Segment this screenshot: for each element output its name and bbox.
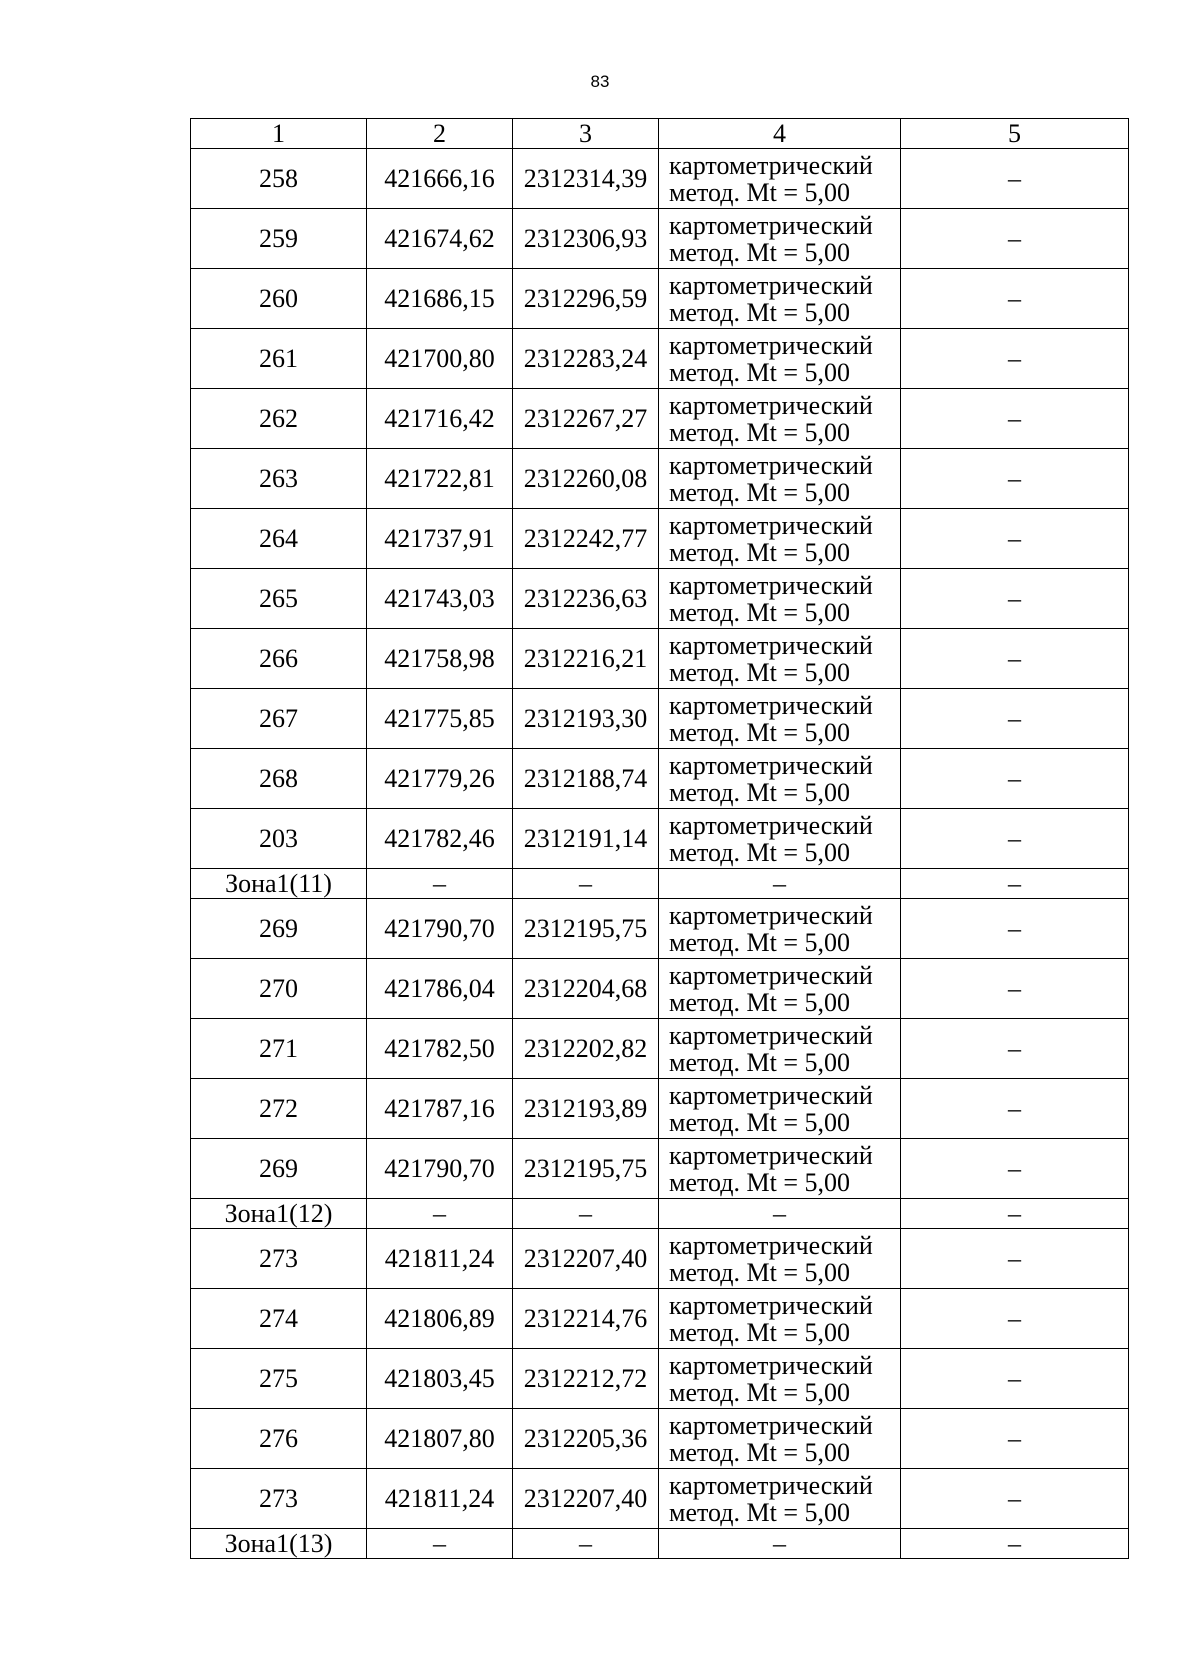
x-coordinate-cell: 421782,46	[367, 809, 513, 869]
note-cell: –	[901, 689, 1129, 749]
note-cell: –	[901, 1229, 1129, 1289]
method-line-2: метод. Mt = 5,00	[669, 177, 850, 207]
point-number-cell: Зона1(13)	[191, 1529, 367, 1559]
method-line-2: метод. Mt = 5,00	[669, 1377, 850, 1407]
note-cell: –	[901, 959, 1129, 1019]
method-line-1: картометрический	[669, 510, 873, 540]
method-cell	[659, 269, 901, 329]
y-coordinate-cell: 2312193,89	[513, 1079, 659, 1139]
y-coordinate-cell: 2312236,63	[513, 569, 659, 629]
note-cell: –	[901, 389, 1129, 449]
y-coordinate-cell: –	[513, 1199, 659, 1229]
table-row	[191, 1019, 1129, 1079]
point-number-cell: 271	[191, 1019, 367, 1079]
method-line-2: метод. Mt = 5,00	[669, 297, 850, 327]
method-cell	[659, 389, 901, 449]
table-row	[191, 1469, 1129, 1529]
y-coordinate-cell: 2312267,27	[513, 389, 659, 449]
method-cell	[659, 209, 901, 269]
point-number-cell: 275	[191, 1349, 367, 1409]
table-row	[191, 389, 1129, 449]
table-row	[191, 1349, 1129, 1409]
method-line-1: картометрический	[669, 900, 873, 930]
point-number-cell: 258	[191, 149, 367, 209]
method-line-1: картометрический	[669, 570, 873, 600]
x-coordinate-cell: 421782,50	[367, 1019, 513, 1079]
note-cell: –	[901, 509, 1129, 569]
note-cell: –	[901, 1289, 1129, 1349]
table-row	[191, 1079, 1129, 1139]
y-coordinate-cell: 2312204,68	[513, 959, 659, 1019]
x-coordinate-cell: 421811,24	[367, 1229, 513, 1289]
note-cell: –	[901, 209, 1129, 269]
method-line-2: метод. Mt = 5,00	[669, 1167, 850, 1197]
note-cell: –	[901, 1139, 1129, 1199]
x-coordinate-cell: 421722,81	[367, 449, 513, 509]
method-cell	[659, 1469, 901, 1529]
method-cell: –	[659, 1529, 901, 1559]
y-coordinate-cell: 2312207,40	[513, 1469, 659, 1529]
table-row	[191, 809, 1129, 869]
point-number-cell: 262	[191, 389, 367, 449]
method-line-1: картометрический	[669, 1020, 873, 1050]
note-cell: –	[901, 1019, 1129, 1079]
method-line-2: метод. Mt = 5,00	[669, 1437, 850, 1467]
table-body	[191, 149, 1129, 1559]
x-coordinate-cell: 421786,04	[367, 959, 513, 1019]
method-cell	[659, 329, 901, 389]
method-line-2: метод. Mt = 5,00	[669, 237, 850, 267]
y-coordinate-cell: 2312191,14	[513, 809, 659, 869]
table-row	[191, 899, 1129, 959]
x-coordinate-cell: 421779,26	[367, 749, 513, 809]
point-number-cell: 267	[191, 689, 367, 749]
note-cell: –	[901, 569, 1129, 629]
x-coordinate-cell: 421787,16	[367, 1079, 513, 1139]
method-cell	[659, 509, 901, 569]
header-col-5: 5	[901, 119, 1129, 149]
x-coordinate-cell: 421811,24	[367, 1469, 513, 1529]
method-line-1: картометрический	[669, 1230, 873, 1260]
method-line-2: метод. Mt = 5,00	[669, 1047, 850, 1077]
method-cell	[659, 1349, 901, 1409]
method-line-1: картометрический	[669, 1290, 873, 1320]
point-number-cell: 203	[191, 809, 367, 869]
method-cell	[659, 1019, 901, 1079]
y-coordinate-cell: 2312296,59	[513, 269, 659, 329]
x-coordinate-cell: –	[367, 869, 513, 899]
x-coordinate-cell: 421716,42	[367, 389, 513, 449]
method-cell	[659, 1139, 901, 1199]
method-line-1: картометрический	[669, 1080, 873, 1110]
method-line-1: картометрический	[669, 270, 873, 300]
method-line-2: метод. Mt = 5,00	[669, 1257, 850, 1287]
point-number-cell: 274	[191, 1289, 367, 1349]
point-number-cell: 269	[191, 899, 367, 959]
header-col-3: 3	[513, 119, 659, 149]
coordinates-table	[190, 118, 1129, 1559]
x-coordinate-cell: –	[367, 1529, 513, 1559]
point-number-cell: 276	[191, 1409, 367, 1469]
method-cell	[659, 1409, 901, 1469]
note-cell: –	[901, 1079, 1129, 1139]
method-line-2: метод. Mt = 5,00	[669, 717, 850, 747]
y-coordinate-cell: 2312306,93	[513, 209, 659, 269]
y-coordinate-cell: 2312205,36	[513, 1409, 659, 1469]
method-line-2: метод. Mt = 5,00	[669, 1497, 850, 1527]
method-cell	[659, 569, 901, 629]
method-line-1: картометрический	[669, 390, 873, 420]
x-coordinate-cell: 421790,70	[367, 899, 513, 959]
x-coordinate-cell: 421758,98	[367, 629, 513, 689]
point-number-cell: 273	[191, 1469, 367, 1529]
y-coordinate-cell: 2312283,24	[513, 329, 659, 389]
table-row	[191, 749, 1129, 809]
point-number-cell: Зона1(12)	[191, 1199, 367, 1229]
y-coordinate-cell: 2312214,76	[513, 1289, 659, 1349]
point-number-cell: 259	[191, 209, 367, 269]
x-coordinate-cell: 421686,15	[367, 269, 513, 329]
method-line-1: картометрический	[669, 630, 873, 660]
point-number-cell: 260	[191, 269, 367, 329]
method-line-2: метод. Mt = 5,00	[669, 987, 850, 1017]
point-number-cell: 269	[191, 1139, 367, 1199]
method-line-1: картометрический	[669, 750, 873, 780]
x-coordinate-cell: 421803,45	[367, 1349, 513, 1409]
table-row	[191, 1139, 1129, 1199]
method-line-1: картометрический	[669, 810, 873, 840]
note-cell: –	[901, 1469, 1129, 1529]
table-row	[191, 509, 1129, 569]
point-number-cell: 261	[191, 329, 367, 389]
note-cell: –	[901, 1529, 1129, 1559]
y-coordinate-cell: –	[513, 869, 659, 899]
method-cell: –	[659, 1199, 901, 1229]
header-col-4: 4	[659, 119, 901, 149]
x-coordinate-cell: –	[367, 1199, 513, 1229]
note-cell: –	[901, 1349, 1129, 1409]
method-cell	[659, 809, 901, 869]
point-number-cell: Зона1(11)	[191, 869, 367, 899]
table-row	[191, 269, 1129, 329]
note-cell: –	[901, 449, 1129, 509]
zone-row	[191, 1529, 1129, 1559]
table-row	[191, 689, 1129, 749]
table-row	[191, 959, 1129, 1019]
method-line-1: картометрический	[669, 690, 873, 720]
table-row	[191, 569, 1129, 629]
x-coordinate-cell: 421806,89	[367, 1289, 513, 1349]
zone-row	[191, 1199, 1129, 1229]
y-coordinate-cell: 2312195,75	[513, 899, 659, 959]
x-coordinate-cell: 421790,70	[367, 1139, 513, 1199]
table-row	[191, 1409, 1129, 1469]
x-coordinate-cell: 421700,80	[367, 329, 513, 389]
method-cell	[659, 149, 901, 209]
method-line-2: метод. Mt = 5,00	[669, 657, 850, 687]
x-coordinate-cell: 421737,91	[367, 509, 513, 569]
header-col-2: 2	[367, 119, 513, 149]
note-cell: –	[901, 329, 1129, 389]
page-number: 83	[590, 72, 610, 91]
table-row	[191, 149, 1129, 209]
y-coordinate-cell: 2312188,74	[513, 749, 659, 809]
method-line-1: картометрический	[669, 330, 873, 360]
zone-row	[191, 869, 1129, 899]
method-line-2: метод. Mt = 5,00	[669, 1107, 850, 1137]
method-line-1: картометрический	[669, 1140, 873, 1170]
y-coordinate-cell: 2312242,77	[513, 509, 659, 569]
method-line-2: метод. Mt = 5,00	[669, 837, 850, 867]
method-cell	[659, 689, 901, 749]
method-line-2: метод. Mt = 5,00	[669, 927, 850, 957]
note-cell: –	[901, 899, 1129, 959]
note-cell: –	[901, 749, 1129, 809]
note-cell: –	[901, 149, 1129, 209]
method-cell	[659, 1289, 901, 1349]
method-line-1: картометрический	[669, 210, 873, 240]
table-row	[191, 1289, 1129, 1349]
point-number-cell: 270	[191, 959, 367, 1019]
table-header-row	[191, 119, 1129, 149]
note-cell: –	[901, 629, 1129, 689]
y-coordinate-cell: 2312314,39	[513, 149, 659, 209]
method-line-1: картометрический	[669, 1350, 873, 1380]
method-line-2: метод. Mt = 5,00	[669, 477, 850, 507]
note-cell: –	[901, 1199, 1129, 1229]
point-number-cell: 266	[191, 629, 367, 689]
point-number-cell: 272	[191, 1079, 367, 1139]
note-cell: –	[901, 269, 1129, 329]
method-line-1: картометрический	[669, 1410, 873, 1440]
method-cell	[659, 899, 901, 959]
x-coordinate-cell: 421666,16	[367, 149, 513, 209]
method-line-2: метод. Mt = 5,00	[669, 777, 850, 807]
method-line-1: картометрический	[669, 1470, 873, 1500]
x-coordinate-cell: 421674,62	[367, 209, 513, 269]
y-coordinate-cell: –	[513, 1529, 659, 1559]
table-row	[191, 629, 1129, 689]
method-line-2: метод. Mt = 5,00	[669, 357, 850, 387]
x-coordinate-cell: 421775,85	[367, 689, 513, 749]
y-coordinate-cell: 2312207,40	[513, 1229, 659, 1289]
method-line-2: метод. Mt = 5,00	[669, 597, 850, 627]
x-coordinate-cell: 421743,03	[367, 569, 513, 629]
point-number-cell: 273	[191, 1229, 367, 1289]
method-line-2: метод. Mt = 5,00	[669, 1317, 850, 1347]
table-row	[191, 209, 1129, 269]
point-number-cell: 263	[191, 449, 367, 509]
table-row	[191, 329, 1129, 389]
table-row	[191, 449, 1129, 509]
method-cell	[659, 449, 901, 509]
header-col-1: 1	[191, 119, 367, 149]
method-line-2: метод. Mt = 5,00	[669, 537, 850, 567]
note-cell: –	[901, 869, 1129, 899]
point-number-cell: 265	[191, 569, 367, 629]
y-coordinate-cell: 2312216,21	[513, 629, 659, 689]
method-line-1: картометрический	[669, 150, 873, 180]
method-line-1: картометрический	[669, 960, 873, 990]
method-line-2: метод. Mt = 5,00	[669, 417, 850, 447]
y-coordinate-cell: 2312202,82	[513, 1019, 659, 1079]
y-coordinate-cell: 2312195,75	[513, 1139, 659, 1199]
y-coordinate-cell: 2312193,30	[513, 689, 659, 749]
method-cell: –	[659, 869, 901, 899]
method-cell	[659, 629, 901, 689]
method-line-1: картометрический	[669, 450, 873, 480]
y-coordinate-cell: 2312260,08	[513, 449, 659, 509]
note-cell: –	[901, 1409, 1129, 1469]
x-coordinate-cell: 421807,80	[367, 1409, 513, 1469]
method-cell	[659, 749, 901, 809]
table-row	[191, 1229, 1129, 1289]
method-cell	[659, 1229, 901, 1289]
point-number-cell: 264	[191, 509, 367, 569]
point-number-cell: 268	[191, 749, 367, 809]
y-coordinate-cell: 2312212,72	[513, 1349, 659, 1409]
note-cell: –	[901, 809, 1129, 869]
method-cell	[659, 1079, 901, 1139]
method-cell	[659, 959, 901, 1019]
